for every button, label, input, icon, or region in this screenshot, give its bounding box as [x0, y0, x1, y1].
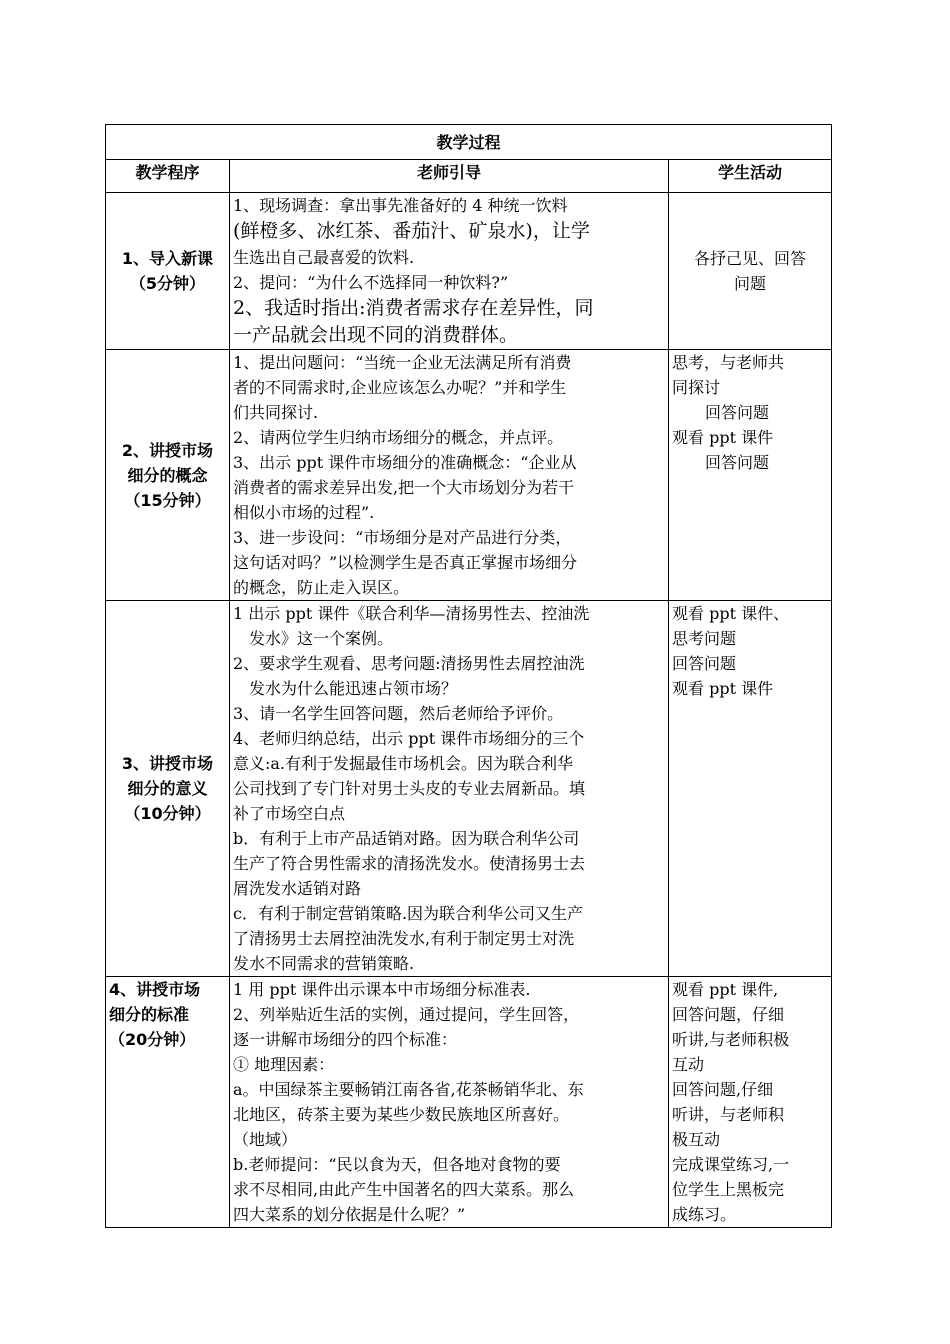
teacher-line: 们共同探讨.: [233, 403, 319, 422]
header-student: 学生活动: [669, 160, 832, 193]
teacher-line: 的概念，防止走入误区。: [233, 578, 410, 597]
student-cell: [669, 977, 832, 1228]
student-line: 观看 ppt 课件: [672, 428, 774, 447]
teacher-line: a。中国绿茶主要畅销江南各省,花茶畅销华北、东: [233, 1080, 584, 1099]
student-line: 回答问题: [705, 453, 770, 472]
teacher-line: 生选出自己最喜爱的饮料.: [233, 248, 415, 267]
step-line: 4、讲授市场: [109, 980, 201, 999]
table-row: [106, 193, 832, 350]
teacher-line: 补了市场空白点: [233, 804, 346, 823]
teacher-line: 发水不同需求的营销策略.: [233, 954, 415, 973]
student-line: 回答问题: [672, 654, 737, 673]
teacher-line: 2、列举贴近生活的实例，通过提问，学生回答，: [233, 1005, 580, 1024]
table-row: [106, 601, 832, 977]
step-line: 细分的概念: [127, 465, 208, 485]
teacher-line: 4、老师归纳总结，出示 ppt 课件市场细分的三个: [233, 729, 585, 748]
teacher-line: 这句话对吗？”以检测学生是否真正掌握市场细分: [233, 553, 578, 572]
student-cell: [669, 350, 832, 601]
student-line: 思考问题: [672, 629, 737, 648]
teacher-line: 2、提问：“为什么不选择同一种饮料?”: [233, 273, 509, 292]
teacher-line: （地域）: [233, 1130, 298, 1149]
teacher-line: 1、现场调查：拿出事先准备好的 4 种统一饮料: [233, 196, 568, 215]
teacher-line: 相似小市场的过程”.: [233, 503, 375, 522]
teacher-cell: [230, 193, 669, 350]
teacher-line: 求不尽相同,由此产生中国著名的四大菜系。那么: [233, 1180, 575, 1199]
student-line: 思考，与老师共: [672, 353, 785, 372]
teacher-line: 四大菜系的划分依据是什么呢？”: [233, 1205, 466, 1224]
student-line: 回答问题: [705, 403, 770, 422]
student-line: 完成课堂练习,一: [672, 1155, 790, 1174]
step-cell: [106, 350, 230, 601]
student-line: 回答问题，仔细: [672, 1005, 785, 1024]
student-line: 观看 ppt 课件、: [672, 604, 790, 623]
student-line: 听讲,与老师积极: [672, 1030, 790, 1049]
step-line: （15分钟）: [124, 490, 211, 510]
step-line: 1、导入新课: [121, 249, 214, 268]
header-teacher: 老师引导: [230, 160, 669, 193]
teacher-line: (鲜橙多、冰红茶、番茄汁、矿泉水)，让学: [233, 220, 590, 242]
table-row: [106, 977, 832, 1228]
teacher-line: 公司找到了专门针对男士头皮的专业去屑新品。填: [233, 779, 586, 798]
student-line: 成练习。: [672, 1205, 737, 1224]
teacher-line: 2、我适时指出:消费者需求存在差异性，同: [233, 297, 594, 319]
teacher-line: 1 用 ppt 课件出示课本中市场细分标准表.: [233, 980, 531, 999]
step-line: 细分的标准: [109, 1005, 190, 1024]
table-row: [106, 350, 832, 601]
header-row: [106, 160, 832, 193]
teacher-line: 1 出示 ppt 课件《联合利华—清扬男性去、控油洗: [233, 604, 590, 623]
step-cell: [106, 601, 230, 977]
student-line: 位学生上黑板完: [672, 1180, 785, 1199]
teacher-line: 消费者的需求差异出发,把一个大市场划分为若干: [233, 478, 575, 497]
teacher-line: 一产品就会出现不同的消费群体。: [233, 324, 519, 346]
teacher-line: 发水为什么能迅速占领市场？: [249, 679, 458, 698]
student-line: 观看 ppt 课件,: [672, 980, 779, 999]
teacher-line: 生产了符合男性需求的清扬洗发水。使清扬男士去: [233, 854, 586, 873]
step-line: 2、讲授市场: [121, 440, 214, 460]
teacher-line: b．有利于上市产品适销对路。因为联合利华公司: [233, 829, 580, 848]
teacher-line: 北地区，砖茶主要为某些少数民族地区所喜好。: [233, 1105, 570, 1124]
student-line: 极互动: [672, 1130, 721, 1149]
student-line: 观看 ppt 课件: [672, 679, 774, 698]
teaching-process-table: [105, 124, 832, 1228]
step-line: 细分的意义: [127, 779, 208, 798]
teacher-line: 者的不同需求时,企业应该怎么办呢？”并和学生: [233, 378, 567, 397]
teacher-cell: [230, 977, 669, 1228]
step-line: （20分钟）: [109, 1030, 196, 1049]
teacher-line: ① 地理因素：: [233, 1055, 335, 1074]
teacher-line: 逐一讲解市场细分的四个标准：: [233, 1030, 458, 1049]
table-title: 教学过程: [106, 125, 832, 160]
step-cell: [106, 977, 230, 1228]
student-line: 各抒己见、回答: [693, 249, 806, 268]
teacher-line: 屑洗发水适销对路: [233, 879, 362, 898]
student-line: 互动: [672, 1055, 705, 1074]
teacher-line: c．有利于制定营销策略.因为联合利华公司又生产: [233, 904, 584, 923]
step-line: （5分钟）: [129, 274, 206, 293]
teacher-line: 意义:a.有利于发掘最佳市场机会。因为联合利华: [233, 754, 574, 773]
step-line: （10分钟）: [124, 804, 211, 823]
student-line: 听讲，与老师积: [672, 1105, 785, 1124]
teacher-line: 了清扬男士去屑控油洗发水,有利于制定男士对洗: [233, 929, 575, 948]
step-cell: [106, 193, 230, 350]
teacher-line: 3、进一步设问：“市场细分是对产品进行分类，: [233, 528, 572, 547]
teacher-line: 发水》这一个案例。: [249, 629, 394, 648]
student-line: 回答问题,仔细: [672, 1080, 774, 1099]
student-line: 问题: [733, 274, 766, 293]
header-step: 教学程序: [106, 160, 230, 193]
teacher-line: 3、出示 ppt 课件市场细分的准确概念：“企业从: [233, 453, 577, 472]
teacher-line: 2、请两位学生归纳市场细分的概念，并点评。: [233, 428, 564, 447]
student-cell: [669, 193, 832, 350]
teacher-cell: [230, 350, 669, 601]
teacher-line: 1、提出问题问：“当统一企业无法满足所有消费: [233, 353, 572, 372]
teacher-line: 3、请一名学生回答问题，然后老师给予评价。: [233, 704, 564, 723]
step-line: 3、讲授市场: [121, 754, 214, 773]
teacher-cell: [230, 601, 669, 977]
student-cell: [669, 601, 832, 977]
teacher-line: b.老师提问：“民以食为天，但各地对食物的要: [233, 1155, 561, 1174]
student-line: 同探讨: [672, 378, 721, 397]
teacher-line: 2、要求学生观看、思考问题:清扬男性去屑控油洗: [233, 654, 585, 673]
